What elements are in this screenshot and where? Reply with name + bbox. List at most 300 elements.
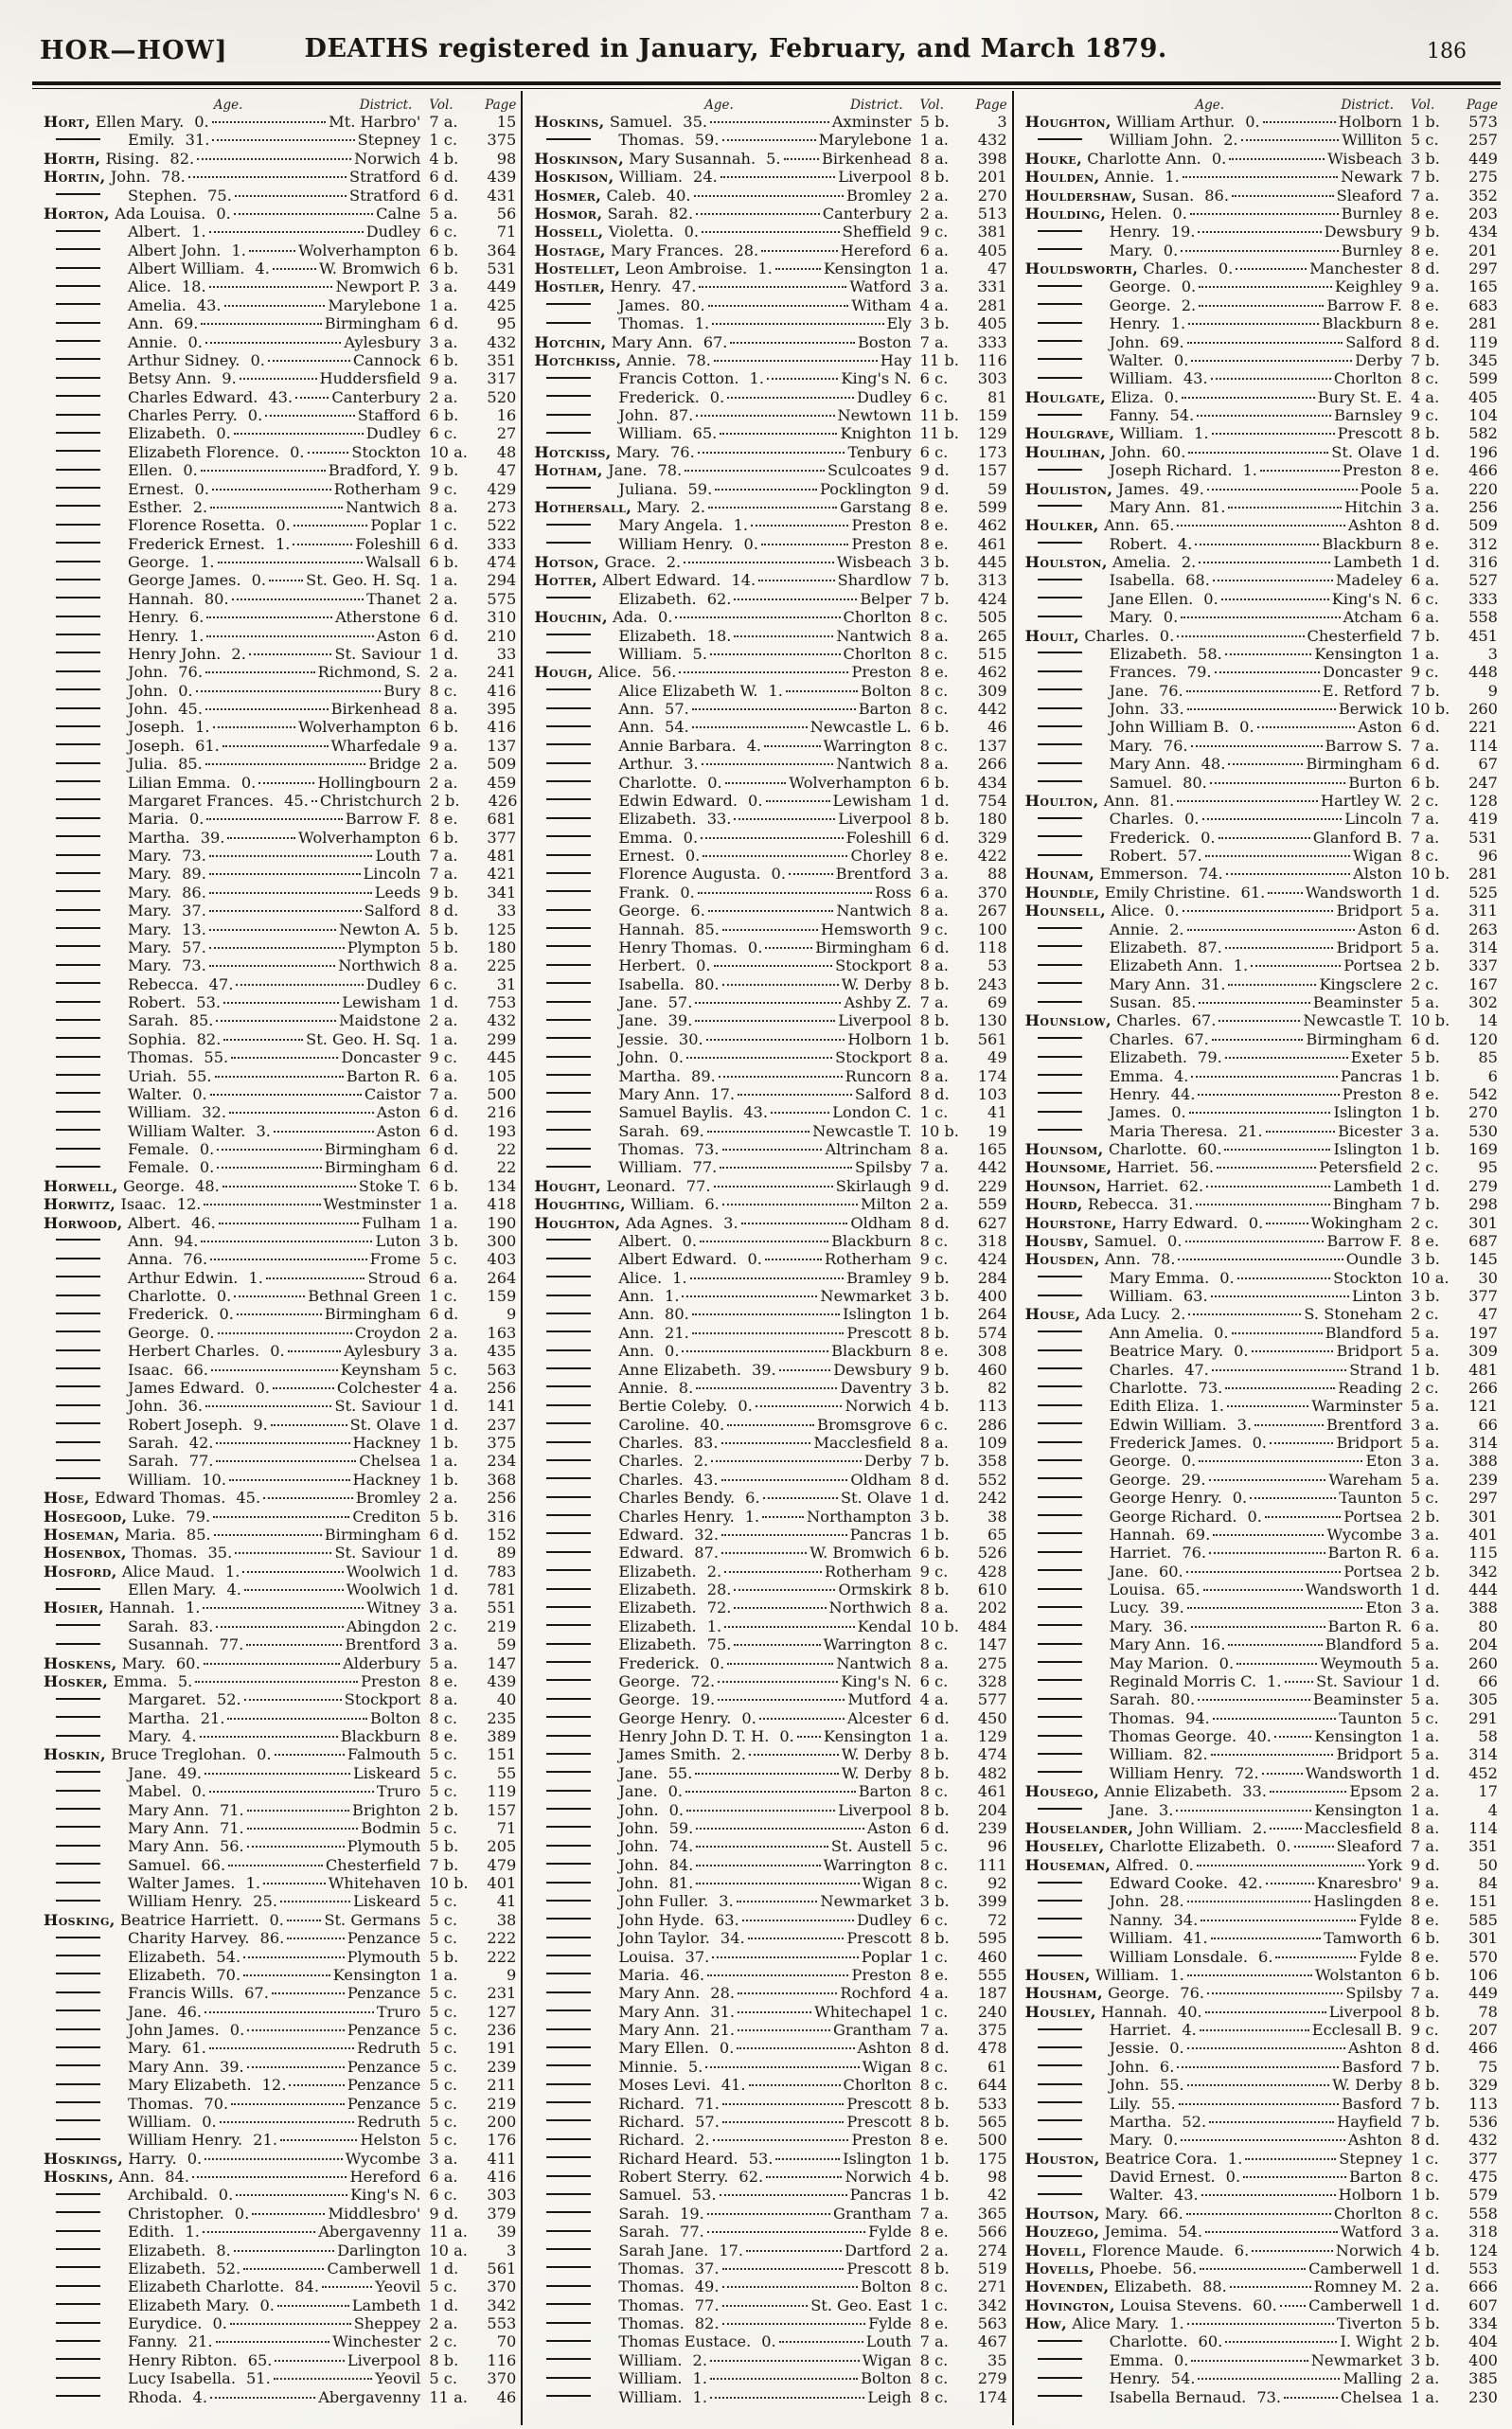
entry-district: Weymouth <box>1320 1653 1402 1672</box>
ditto-dash-icon <box>1038 1937 1082 1938</box>
dotted-leader <box>1198 231 1321 233</box>
entry-row <box>1025 663 1498 681</box>
entry-surname: Housham, <box>1024 1984 1104 2003</box>
ditto-dash-icon <box>56 2303 100 2305</box>
entry-age: 42. <box>188 1434 214 1452</box>
entry-district: Newcastle L. <box>809 718 912 737</box>
entry-name <box>534 975 684 993</box>
entry-volume: 8 a. <box>919 956 949 975</box>
ditto-dash-icon <box>56 1624 100 1626</box>
entry-page: 432 <box>977 131 1007 150</box>
entry-name <box>1025 1819 1242 1837</box>
dotted-leader <box>215 1076 344 1078</box>
ditto-dash-icon <box>1038 340 1082 342</box>
ditto-dash-icon <box>1038 1918 1082 1920</box>
dotted-leader <box>273 268 316 270</box>
entry-volume: 3 b. <box>919 1892 950 1911</box>
ditto-dash-icon <box>1038 964 1082 966</box>
dotted-leader <box>679 671 848 673</box>
entry-row <box>1025 535 1498 553</box>
entry-age: 54. <box>1170 2369 1196 2388</box>
entry-name <box>534 1801 658 1819</box>
entry-name <box>534 1269 662 1287</box>
dotted-leader <box>707 2213 830 2215</box>
ditto-dash-icon <box>1038 1514 1082 1516</box>
entry-given-name: Archibald. <box>128 2186 208 2205</box>
entry-page: 753 <box>487 993 517 1011</box>
entry-page: 207 <box>1468 2021 1498 2039</box>
entry-volume: 7 a. <box>1410 810 1440 829</box>
entry-row <box>44 2388 516 2406</box>
entry-name <box>534 223 673 241</box>
entry-name <box>534 205 658 223</box>
entry-volume: 2 b. <box>429 1800 459 1819</box>
entry-volume: 1 a. <box>1410 644 1440 663</box>
dotted-leader <box>737 2047 854 2049</box>
entry-age: 75. <box>706 1635 732 1654</box>
ditto-dash-icon <box>56 1937 100 1938</box>
dotted-leader <box>1183 176 1338 178</box>
entry-district: Knaresbro' <box>1316 1874 1402 1892</box>
entry-name <box>534 2351 682 2369</box>
ditto-dash-icon <box>56 2119 100 2121</box>
entry-district: Bolton <box>861 2369 912 2388</box>
entry-district: Stoke T. <box>358 1176 421 1195</box>
entry-row <box>1025 1250 1498 1268</box>
entry-age: 1. <box>195 718 210 737</box>
entry-volume: 1 b. <box>1410 113 1440 131</box>
entry-age: 69. <box>680 1121 704 1140</box>
ditto-dash-icon <box>56 854 100 856</box>
entry-volume: 8 c. <box>919 2369 949 2388</box>
ditto-dash-icon <box>56 1771 100 1773</box>
entry-given-name: Jane. <box>128 1763 168 1782</box>
entry-age: 5. <box>687 2057 703 2076</box>
entry-age: 79. <box>1198 1048 1222 1067</box>
dotted-leader <box>1188 323 1319 325</box>
entry-age: 51. <box>245 2369 271 2388</box>
entry-given-name: Frederick. <box>128 1305 209 1324</box>
entry-given-name: Sarah. <box>128 1452 179 1471</box>
entry-page: 30 <box>1478 1268 1498 1287</box>
entry-name <box>1025 1048 1187 1066</box>
entry-row <box>1025 2205 1498 2223</box>
entry-age: 1. <box>744 1507 760 1526</box>
entry-page: 197 <box>1468 1323 1498 1342</box>
entry-given-name: George. <box>618 1690 681 1709</box>
ditto-dash-icon <box>546 2046 591 2048</box>
entry-name <box>534 2223 669 2241</box>
entry-row <box>1025 2223 1498 2241</box>
entry-volume: 10 b. <box>1410 700 1450 718</box>
entry-district: Camberwell <box>1308 2259 1402 2277</box>
entry-page: 519 <box>977 2259 1007 2277</box>
entry-age: 2. <box>1252 1818 1268 1837</box>
entry-district: Bradford, Y. <box>328 461 421 480</box>
entry-given-name: George James. <box>128 571 241 590</box>
entry-row <box>534 571 1006 589</box>
entry-district: Christchurch <box>319 791 422 810</box>
entry-given-name: Emma. <box>113 1671 168 1690</box>
entry-age: 85. <box>188 1011 214 1030</box>
entry-given-name: Lilian Emma. <box>128 773 231 792</box>
ditto-dash-icon <box>56 670 100 672</box>
entry-page: 375 <box>487 1434 517 1452</box>
entry-row <box>534 1342 1006 1360</box>
dotted-leader <box>1207 489 1358 491</box>
entry-age: 28. <box>710 1984 736 2003</box>
entry-district: Bridport <box>1336 1745 1402 1764</box>
dotted-leader <box>721 1442 811 1444</box>
entry-page: 460 <box>977 1360 1007 1379</box>
entry-name <box>534 1140 684 1158</box>
ditto-dash-icon <box>1038 2395 1082 2397</box>
entry-volume: 8 e. <box>1410 314 1440 333</box>
entry-name <box>1025 700 1149 718</box>
entry-page: 159 <box>977 406 1007 424</box>
entry-name <box>534 1177 675 1195</box>
entry-name <box>1025 516 1140 534</box>
dotted-leader <box>1218 837 1310 839</box>
entry-volume: 2 c. <box>429 2332 457 2351</box>
dotted-leader <box>762 1516 804 1518</box>
entry-surname: Houndle, <box>1024 883 1100 902</box>
entry-age: 33. <box>706 810 732 829</box>
entry-name <box>1025 1782 1233 1800</box>
dotted-leader <box>1187 1607 1363 1609</box>
entry-name <box>44 1195 167 1213</box>
entry-row <box>534 902 1006 920</box>
entry-name <box>534 1397 727 1415</box>
entry-page: 114 <box>1468 736 1498 755</box>
entry-name <box>44 700 168 718</box>
entry-district: Keighley <box>1334 277 1402 296</box>
entry-volume: 8 c. <box>1410 847 1439 865</box>
entry-given-name: Frederick James. <box>1109 1434 1242 1452</box>
ditto-dash-icon <box>56 1900 100 1902</box>
entry-surname: Hosmer, <box>534 186 602 205</box>
dotted-leader <box>201 323 321 325</box>
dotted-leader <box>727 397 854 399</box>
ditto-dash-icon <box>56 872 100 874</box>
entry-page: 3 <box>507 2241 517 2259</box>
entry-given-name: Elizabeth. <box>618 810 697 829</box>
entry-volume: 2 a. <box>919 186 949 205</box>
entry-district: Blandford <box>1325 1323 1402 1342</box>
entry-age: 0. <box>1184 810 1200 829</box>
ditto-dash-icon <box>56 322 100 324</box>
entry-row <box>534 2259 1006 2277</box>
entry-age: 24. <box>693 168 718 187</box>
entry-surname: Hoskings, <box>44 2149 124 2168</box>
dotted-leader <box>263 1883 326 1884</box>
entry-age: 60. <box>175 1653 201 1672</box>
entry-name <box>44 1635 209 1653</box>
entry-volume: 8 c. <box>919 736 949 755</box>
entry-given-name: Female. <box>128 1158 189 1177</box>
entry-district: Frome <box>369 1250 421 1269</box>
entry-page: 27 <box>496 424 517 443</box>
entry-name <box>534 1598 696 1616</box>
entry-name <box>534 2388 682 2406</box>
entry-district: Marylebone <box>328 295 421 314</box>
ditto-dash-icon <box>1038 762 1082 764</box>
entry-age: 34. <box>1173 1910 1199 1929</box>
entry-row <box>44 535 516 553</box>
entry-row <box>1025 369 1498 387</box>
ditto-dash-icon <box>546 1092 591 1094</box>
entry-age: 80. <box>1183 773 1207 792</box>
entry-row <box>534 1122 1006 1140</box>
entry-name <box>534 388 699 406</box>
entry-given-name: William. <box>1119 424 1184 443</box>
entry-row <box>534 2150 1006 2168</box>
entry-page: 225 <box>487 956 517 975</box>
entry-given-name: William. <box>618 168 684 187</box>
entry-given-name: Martha. <box>128 828 190 847</box>
entry-name <box>1025 187 1195 205</box>
entry-given-name: Walter James. <box>128 1874 236 1892</box>
entry-age: 83. <box>693 1434 719 1452</box>
dotted-leader <box>686 1057 832 1059</box>
entry-district: Redruth <box>357 2039 421 2058</box>
entry-volume: 1 d. <box>429 993 459 1011</box>
entry-name <box>534 993 657 1011</box>
entry-page: 312 <box>1468 534 1498 553</box>
entry-district: Birmingham <box>815 938 912 956</box>
dotted-leader <box>712 323 883 325</box>
entry-row <box>1025 590 1498 608</box>
entry-volume: 1 a. <box>919 1727 949 1745</box>
entry-district: Wigan <box>1353 847 1402 865</box>
dotted-leader <box>698 452 845 454</box>
entry-volume: 6 d. <box>919 1818 950 1837</box>
entry-district: Poplar <box>861 1947 912 1966</box>
entry-district: Basford <box>1342 2094 1402 2113</box>
entry-name <box>534 2150 738 2168</box>
entry-age: 1. <box>1165 168 1180 187</box>
ditto-dash-icon <box>56 2028 100 2030</box>
entry-district: Petersfield <box>1319 1158 1402 1177</box>
entry-age: 6. <box>1234 2241 1250 2259</box>
ditto-dash-icon <box>546 1001 591 1003</box>
entry-page: 461 <box>977 534 1007 553</box>
ditto-dash-icon <box>546 688 591 690</box>
entry-page: 219 <box>487 1616 517 1635</box>
ditto-dash-icon <box>546 707 591 709</box>
entry-age: 60. <box>1253 2295 1277 2314</box>
entry-volume: 8 b. <box>919 1929 950 1948</box>
entry-page: 125 <box>487 920 517 938</box>
entry-district: Camberwell <box>1308 2295 1402 2314</box>
entry-page: 274 <box>977 2241 1007 2259</box>
entry-name <box>44 150 159 168</box>
entry-name <box>1025 829 1190 847</box>
ditto-dash-icon <box>1038 1349 1082 1351</box>
entry-age: 82. <box>668 204 694 223</box>
entry-volume: 6 b. <box>429 828 459 847</box>
entry-row <box>1025 1966 1498 1984</box>
dotted-leader <box>209 892 372 894</box>
entry-district: London C. <box>832 1103 912 1122</box>
index-column-1 <box>32 91 521 2425</box>
entry-age: 2. <box>1181 295 1197 314</box>
entry-surname: Hoskens, <box>44 1653 117 1672</box>
ditto-dash-icon <box>546 1148 591 1150</box>
ditto-dash-icon <box>546 1918 591 1920</box>
entry-volume: 1 b. <box>919 1305 950 1324</box>
entry-volume: 6 b. <box>1410 1965 1440 1984</box>
ditto-dash-icon <box>546 2266 591 2268</box>
entry-given-name: Jane. <box>128 2002 168 2021</box>
entry-page: 513 <box>977 204 1007 223</box>
entry-page: 33 <box>496 902 517 920</box>
entry-page: 106 <box>1468 1965 1498 1984</box>
entry-page: 416 <box>487 2168 517 2186</box>
entry-age: 1. <box>185 2223 200 2241</box>
dotted-leader <box>322 2286 372 2288</box>
entry-page: 193 <box>487 1121 517 1140</box>
entry-given-name: Annie. <box>626 350 677 369</box>
entry-district: Liverpool <box>838 1800 912 1819</box>
entry-row <box>1025 1801 1498 1819</box>
entry-volume: 10 b. <box>1410 1011 1450 1030</box>
entry-volume: 8 d. <box>429 902 459 920</box>
entry-page: 375 <box>977 2021 1007 2039</box>
entry-volume: 2 a. <box>1410 2277 1440 2296</box>
entry-given-name: Jane. <box>618 1011 658 1030</box>
entry-given-name: Elizabeth. <box>618 1616 697 1635</box>
ditto-dash-icon <box>56 542 100 544</box>
entry-volume: 9 a. <box>429 736 458 755</box>
entry-district: Woolwich <box>346 1562 421 1581</box>
entry-volume: 4 a. <box>429 1378 458 1397</box>
entry-name <box>534 1214 713 1232</box>
dotted-leader <box>213 726 295 728</box>
entry-volume: 3 a. <box>1410 1415 1440 1434</box>
dotted-leader <box>1203 1589 1303 1591</box>
dotted-leader <box>274 2378 372 2380</box>
entry-name <box>1025 1709 1175 1727</box>
entry-row <box>534 1452 1006 1470</box>
entry-age: 77. <box>219 1635 244 1654</box>
entry-page: 17 <box>1478 1782 1498 1801</box>
entry-district: Penzance <box>347 1984 421 2003</box>
entry-volume: 2 a. <box>429 755 458 774</box>
entry-district: Norwich <box>845 2168 912 2186</box>
entry-page: 9 <box>507 1305 517 1324</box>
entry-page: 3 <box>1487 644 1498 663</box>
entry-age: 0. <box>1171 1103 1186 1122</box>
entry-age: 0. <box>1163 241 1179 259</box>
entry-name <box>534 1837 658 1855</box>
entry-page: 500 <box>977 2131 1007 2150</box>
entry-row <box>1025 2021 1498 2039</box>
dotted-leader <box>204 1204 320 1206</box>
ditto-dash-icon <box>56 138 100 140</box>
ditto-dash-icon <box>546 1643 591 1645</box>
entry-given-name: Jane. <box>618 993 658 1011</box>
entry-district: Stafford <box>357 406 421 424</box>
entry-volume: 5 b. <box>1410 2314 1440 2332</box>
entry-row <box>534 351 1006 369</box>
entry-age: 30. <box>678 1029 703 1048</box>
entry-name <box>534 1948 674 1966</box>
entry-given-name: Florence Rosetta. <box>128 516 266 535</box>
entry-district: Croydon <box>354 1323 421 1342</box>
entry-name <box>534 2021 700 2039</box>
entry-given-name: Charles. <box>618 1452 684 1471</box>
entry-given-name: Albert John. <box>128 241 222 259</box>
entry-row <box>534 1489 1006 1507</box>
ditto-dash-icon <box>56 432 100 434</box>
entry-name <box>44 259 244 277</box>
entry-name <box>1025 2205 1148 2223</box>
dotted-leader <box>243 2268 324 2270</box>
entry-given-name: George. <box>618 902 681 920</box>
ditto-dash-icon <box>546 2064 591 2066</box>
entry-name <box>1025 1654 1209 1672</box>
entry-page: 573 <box>1468 113 1498 131</box>
entry-volume: 5 a. <box>429 204 458 223</box>
entry-row <box>1025 1103 1498 1121</box>
dotted-leader <box>1191 1626 1325 1628</box>
entry-district: Hartley W. <box>1320 791 1402 810</box>
entry-name <box>534 627 696 645</box>
dotted-leader <box>222 745 329 747</box>
entry-volume: 1 b. <box>429 1434 459 1452</box>
entry-age: 76. <box>1180 1984 1205 2003</box>
entry-page: 266 <box>1468 1378 1498 1397</box>
ditto-dash-icon <box>546 1166 591 1168</box>
entry-volume: 1 c. <box>429 516 457 535</box>
entry-district: Strand <box>1349 1360 1402 1379</box>
entry-given-name: Mary. <box>128 902 172 920</box>
entry-age: 0. <box>1169 2039 1184 2058</box>
entry-page: 379 <box>487 2204 517 2223</box>
entry-name <box>44 2168 154 2186</box>
entry-row <box>44 774 516 792</box>
entry-name <box>1025 1158 1180 1176</box>
entry-volume: 6 d. <box>429 1121 459 1140</box>
entry-surname: Hosmor, <box>534 204 603 223</box>
entry-age: 89. <box>691 1066 716 1085</box>
ditto-dash-icon <box>1038 817 1082 819</box>
entry-name <box>44 2003 167 2021</box>
entry-page: 329 <box>1468 2076 1498 2095</box>
entry-surname: Horwitz, <box>44 1195 116 1214</box>
entry-name <box>44 2223 174 2241</box>
entry-district: Nantwich <box>836 1653 912 1672</box>
entry-volume: 4 b. <box>919 1397 950 1416</box>
entry-page: 474 <box>487 553 517 571</box>
dotted-leader <box>748 1938 845 1939</box>
entry-age: 0. <box>240 773 257 792</box>
entry-row <box>1025 2131 1498 2149</box>
entry-surname: Hoskison, <box>534 168 614 187</box>
entry-age: 86. <box>182 883 206 902</box>
entry-district: Wisbeach <box>1327 149 1402 168</box>
entry-row <box>534 1856 1006 1874</box>
entry-district: Abingdon <box>346 1616 421 1635</box>
entry-page: 316 <box>1468 553 1498 571</box>
entry-page: 561 <box>977 1029 1007 1048</box>
entry-name <box>534 902 680 920</box>
entry-volume: 7 a. <box>919 2021 949 2039</box>
entry-volume: 9 b. <box>429 883 459 902</box>
entry-surname: Hothersall, <box>534 497 632 516</box>
dotted-leader <box>211 1369 338 1371</box>
